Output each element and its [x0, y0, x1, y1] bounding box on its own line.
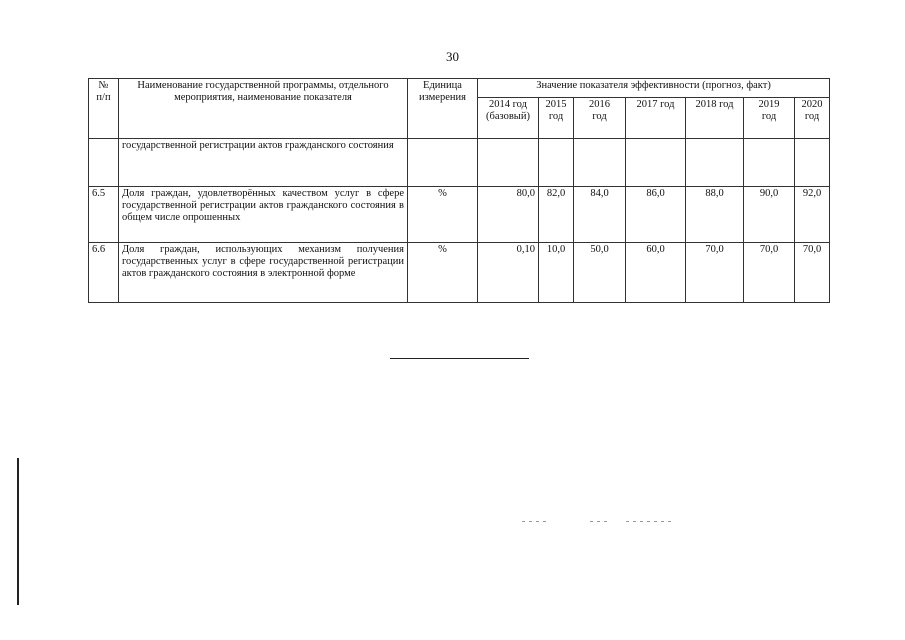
row-unit [408, 139, 478, 187]
row-value [686, 139, 744, 187]
header-number [89, 79, 119, 139]
row-value-2017: 60,0 [626, 243, 686, 303]
row-value-2019: 90,0 [744, 187, 795, 243]
header-number-line2: п/п [96, 92, 111, 103]
row-value-2020: 70,0 [795, 243, 830, 303]
row-value [626, 139, 686, 187]
scan-noise [522, 521, 548, 522]
header-year-2018 [686, 98, 744, 139]
row-value [744, 139, 795, 187]
scan-noise [626, 521, 672, 522]
table-row [89, 139, 830, 187]
table-row [89, 187, 830, 243]
header-row [89, 79, 830, 98]
row-name: государственной регистрации актов гражданского состояния [119, 139, 408, 187]
year-label: 2016 [589, 99, 610, 110]
row-number [89, 139, 119, 187]
header-year-2019 [744, 98, 795, 139]
year-label: 2019 [758, 99, 780, 110]
header-year-2015 [539, 98, 574, 139]
year-sublabel: год [592, 111, 607, 122]
year-sublabel: год [548, 111, 564, 122]
year-label: 2020 [801, 99, 823, 110]
row-value-2016: 50,0 [574, 243, 626, 303]
row-value [478, 139, 539, 187]
row-value-2014: 0,10 [478, 243, 539, 303]
header-year-2014 [478, 98, 539, 139]
table-row [89, 243, 830, 303]
header-values-group: Значение показателя эффективности (прогноз, факт) [478, 79, 830, 98]
year-label: 2015 [545, 99, 567, 110]
header-year-2017 [626, 98, 686, 139]
row-unit: % [408, 187, 478, 243]
row-value-2018: 70,0 [686, 243, 744, 303]
row-value-2020: 92,0 [795, 187, 830, 243]
row-value-2019: 70,0 [744, 243, 795, 303]
row-unit: % [408, 243, 478, 303]
end-of-document-rule [390, 358, 529, 359]
header-number-line1: № [98, 80, 109, 91]
row-value-2018: 88,0 [686, 187, 744, 243]
row-value-2015: 10,0 [539, 243, 574, 303]
header-year-2020 [795, 98, 830, 139]
indicators-table [88, 78, 830, 303]
row-value [795, 139, 830, 187]
year-label: 2018 год [695, 99, 734, 110]
page-number: 30 [446, 49, 459, 64]
year-sublabel: год [761, 111, 777, 122]
row-value [539, 139, 574, 187]
row-name: Доля граждан, использующих механизм получения государственных услуг в сфере государственной регистрации актов гражданского состояния в электронной форме [119, 243, 408, 303]
row-number: 6.5 [89, 187, 119, 243]
row-value-2016: 84,0 [574, 187, 626, 243]
header-name: Наименование государственной программы, отдельного мероприятия, наименование показателя [119, 79, 408, 139]
header-unit: Единица измерения [408, 79, 478, 139]
scan-edge-line [17, 458, 19, 605]
year-sublabel: год [804, 111, 820, 122]
year-label: 2017 год [636, 99, 675, 110]
year-sublabel: (базовый) [486, 111, 530, 122]
row-value-2015: 82,0 [539, 187, 574, 243]
scan-noise [590, 521, 608, 522]
row-value [574, 139, 626, 187]
row-name: Доля граждан, удовлетворённых качеством услуг в сфере государственной регистрации актов гражданского состояния в общем числе опрошенных [119, 187, 408, 243]
row-number: 6.6 [89, 243, 119, 303]
year-label: 2014 год [489, 99, 527, 110]
header-year-2016 [574, 98, 626, 139]
row-value-2014: 80,0 [478, 187, 539, 243]
row-value-2017: 86,0 [626, 187, 686, 243]
